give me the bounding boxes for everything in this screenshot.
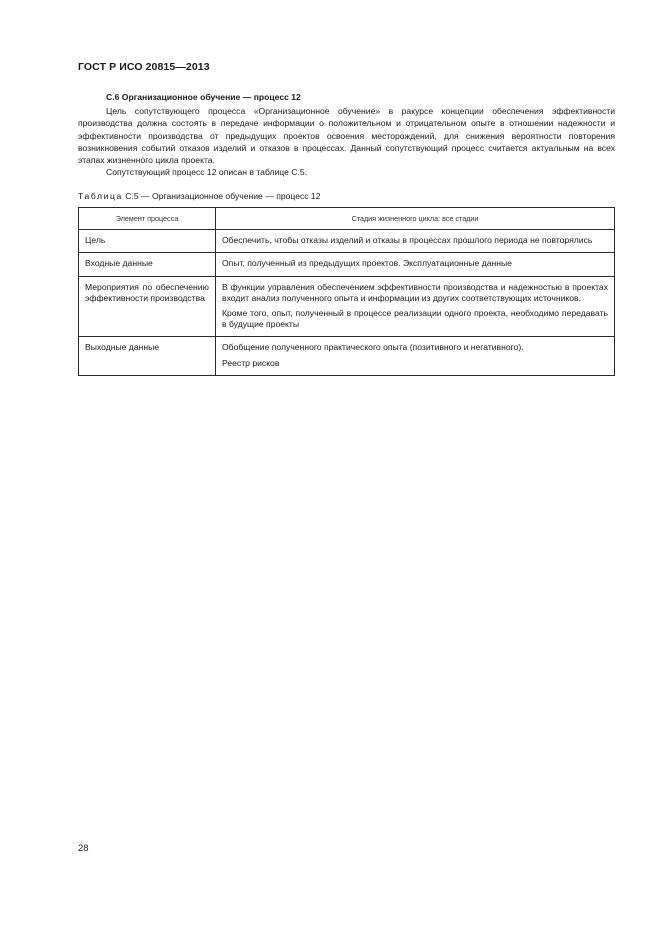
row-element-activities <box>79 276 216 337</box>
page-number: 28 <box>78 843 89 854</box>
row-content-activities <box>216 276 615 337</box>
row-content-goal <box>216 230 615 253</box>
row-element-goal: Цель <box>79 230 216 253</box>
table-row <box>79 337 615 375</box>
table-caption-label: Таблица <box>78 191 123 201</box>
row-content-input <box>216 253 615 276</box>
section-c6 <box>78 91 615 178</box>
cell-paragraph: Обобщение полученного практического опыта (позитивного и негативного). <box>222 342 524 353</box>
table-header-row <box>79 208 615 230</box>
section-paragraph-1: Цель сопутствующего процесса «Организационное обучение» в ракурсе концепции обеспечения эффективности производства должна состоять в передаче информации о положительном и отрицательном опыте в отношении надежности и эффективности производства от предыдущих проектов освоения месторождений, для снижения вероятности повторения возникновения событий отказов изделий и отказов в процессах. Данный сопутствующий процесс считается актуальным на всех этапах жизненного цикла проекта. <box>78 106 615 166</box>
section-title: С.6 Организационное обучение — процесс 12 <box>106 92 301 102</box>
row-content-output <box>216 337 615 375</box>
cell-paragraph: Обеспечить, чтобы отказы изделий и отказы в процессах прошлого периода не повторялись <box>222 235 593 246</box>
header-stage: Стадия жизненного цикла: все стадии <box>216 208 615 230</box>
cell-paragraph: Кроме того, опыт, полученный в процессе реализации одного проекта, необходимо передавать в будущие проекты <box>222 308 608 330</box>
table-caption-text: С.5 — Организационное обучение — процесс 12 <box>125 191 321 201</box>
cell-paragraph: В функции управления обеспечением эффективности производства и надежностью в проектах входит анализ полученного опыта и информации из других соответствующих источников. <box>222 281 608 303</box>
table-row <box>79 253 615 276</box>
header-element: Элемент процесса <box>79 208 216 230</box>
table-row <box>79 276 615 337</box>
table-caption <box>78 191 321 201</box>
row-element-output: Выходные данные <box>79 337 216 375</box>
document-header: ГОСТ Р ИСО 20815—2013 <box>78 61 210 73</box>
row-element-input: Входные данные <box>79 253 216 276</box>
cell-element-text: Мероприятия по обеспечению эффективности производства <box>85 281 209 303</box>
cell-paragraph: Опыт, полученный из предыдущих проектов. Эксплуатационные данные <box>222 258 512 269</box>
section-paragraph-2: Сопутствующий процесс 12 описан в таблице С.5. <box>106 167 308 178</box>
process-table <box>78 207 615 376</box>
cell-paragraph: Реестр рисков <box>222 357 280 368</box>
table-row <box>79 230 615 253</box>
